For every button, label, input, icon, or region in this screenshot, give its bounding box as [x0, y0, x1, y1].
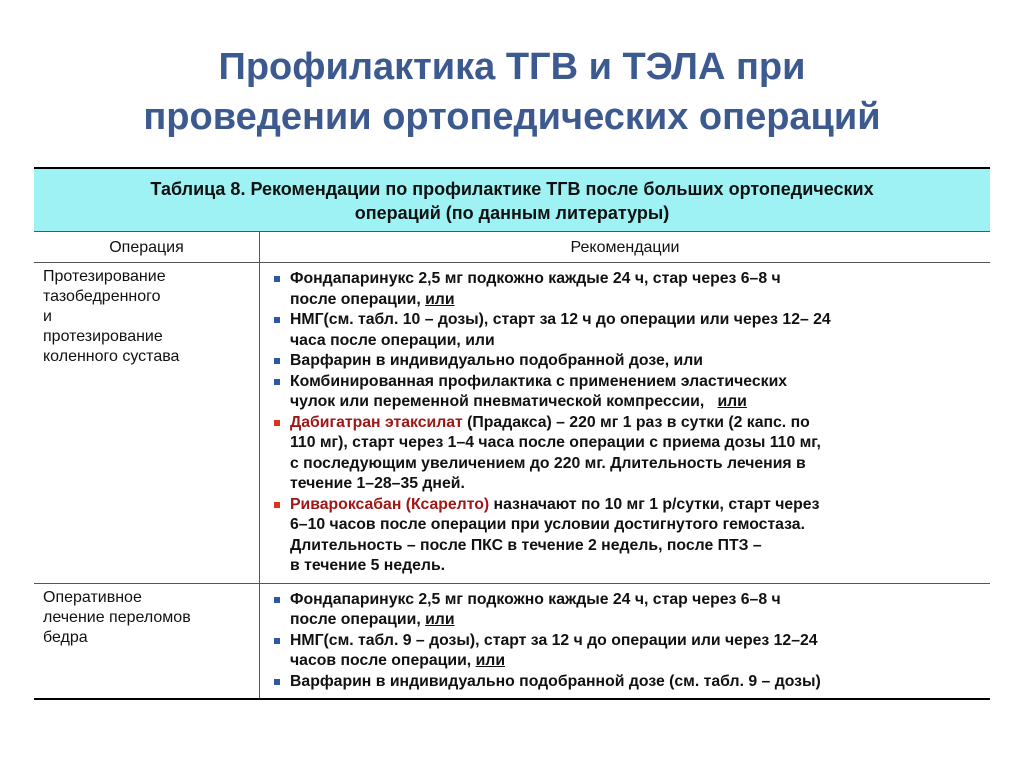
square-bullet-icon [274, 317, 280, 323]
rec-text: Фондапаринукс 2,5 мг подкожно каждые 24 ч, стар через 6–8 ч [290, 590, 781, 608]
operation-text: бедра [43, 628, 88, 646]
operation-text: лечение переломов [43, 608, 191, 626]
rec-text: 110 мг), старт через 1–4 часа после операции с приема дозы 110 мг, [290, 434, 821, 451]
recommendations-cell [260, 263, 990, 583]
list-item [272, 269, 980, 310]
list-item [272, 351, 980, 372]
rec-text: Варфарин в индивидуально подобранной дозе, или [290, 352, 703, 369]
list-item [272, 413, 980, 495]
rec-or-link: или [425, 290, 455, 308]
list-item [272, 495, 980, 577]
square-bullet-icon [274, 276, 280, 282]
square-bullet-icon [274, 379, 280, 385]
title-line-1: Профилактика ТГВ и ТЭЛА при [218, 46, 806, 88]
rec-text: после операции, [290, 611, 426, 628]
list-item [272, 372, 980, 413]
recommendation-list [260, 584, 990, 699]
operation-text: коленного сустава [43, 348, 180, 365]
list-item [272, 631, 980, 672]
operation-cell [34, 263, 260, 583]
rec-text: (Прадакса) – 220 мг 1 раз в сутки (2 капс. по [462, 413, 810, 431]
table-caption [34, 169, 990, 232]
table-row [34, 584, 990, 699]
rec-text: после операции, [290, 290, 426, 308]
square-bullet-icon [274, 638, 280, 644]
rec-or-link: или [425, 611, 455, 628]
operation-text: Оперативное [43, 588, 142, 606]
rec-text: назначают по 10 мг 1 р/сутки, старт через [489, 495, 820, 513]
square-bullet-icon [274, 679, 280, 685]
recommendations-table [34, 167, 990, 700]
table-header-row [34, 232, 990, 263]
title-line-2: проведении ортопедических операций [143, 96, 881, 138]
square-bullet-icon [274, 420, 280, 426]
recommendation-list [260, 263, 990, 583]
rec-text: 6–10 часов после операции при условии достигнутого гемостаза. [290, 516, 805, 533]
operation-text: Протезирование [43, 268, 166, 285]
square-bullet-icon [274, 358, 280, 364]
operation-text: тазобедренного [43, 288, 161, 305]
rec-text: часа после операции, или [290, 331, 495, 349]
rec-text: Длительность – после ПКС в течение 2 недель, после ПТЗ – [290, 536, 762, 554]
rec-text: с последующим увеличением до 220 мг. Длительность лечения в [290, 454, 806, 472]
operation-text: и [43, 308, 52, 325]
header-recommendations: Рекомендации [570, 239, 680, 256]
recommendations-cell [260, 584, 990, 699]
caption-line-2: операций (по данным литературы) [354, 203, 670, 223]
rec-or-link: или [717, 393, 747, 410]
list-item [272, 310, 980, 351]
rec-text: чулок или переменной пневматической компрессии, [290, 393, 718, 410]
rec-text: Комбинированная профилактика с применением эластических [290, 372, 788, 390]
rec-text: в течение 5 недель. [290, 557, 446, 574]
operation-cell [34, 584, 260, 699]
square-bullet-icon [274, 502, 280, 508]
drug-name: Дабигатран этаксилат [290, 413, 463, 431]
rec-text: Варфарин в индивидуально подобранной дозе (см. табл. 9 – дозы) [290, 672, 821, 690]
rec-text: часов после операции, [290, 652, 476, 669]
page-title [0, 42, 1024, 142]
caption-line-1: Таблица 8. Рекомендации по профилактике ТГВ после больших ортопедических [150, 179, 874, 199]
operation-text: протезирование [43, 328, 163, 345]
rec-text: Фондапаринукс 2,5 мг подкожно каждые 24 ч, стар через 6–8 ч [290, 270, 781, 287]
rec-text: течение 1–28–35 дней. [290, 475, 465, 492]
rec-or-link: или [475, 652, 506, 669]
rec-text: НМГ(см. табл. 9 – дозы), старт за 12 ч до операции или через 12–24 [290, 631, 818, 649]
table-row [34, 263, 990, 584]
drug-name: Ривароксабан (Ксарелто) [290, 495, 490, 513]
header-operation: Операция [34, 232, 260, 262]
rec-text: НМГ(см. табл. 10 – дозы), старт за 12 ч до операции или через 12– 24 [290, 311, 831, 328]
list-item [272, 590, 980, 631]
list-item [272, 672, 980, 693]
square-bullet-icon [274, 597, 280, 603]
